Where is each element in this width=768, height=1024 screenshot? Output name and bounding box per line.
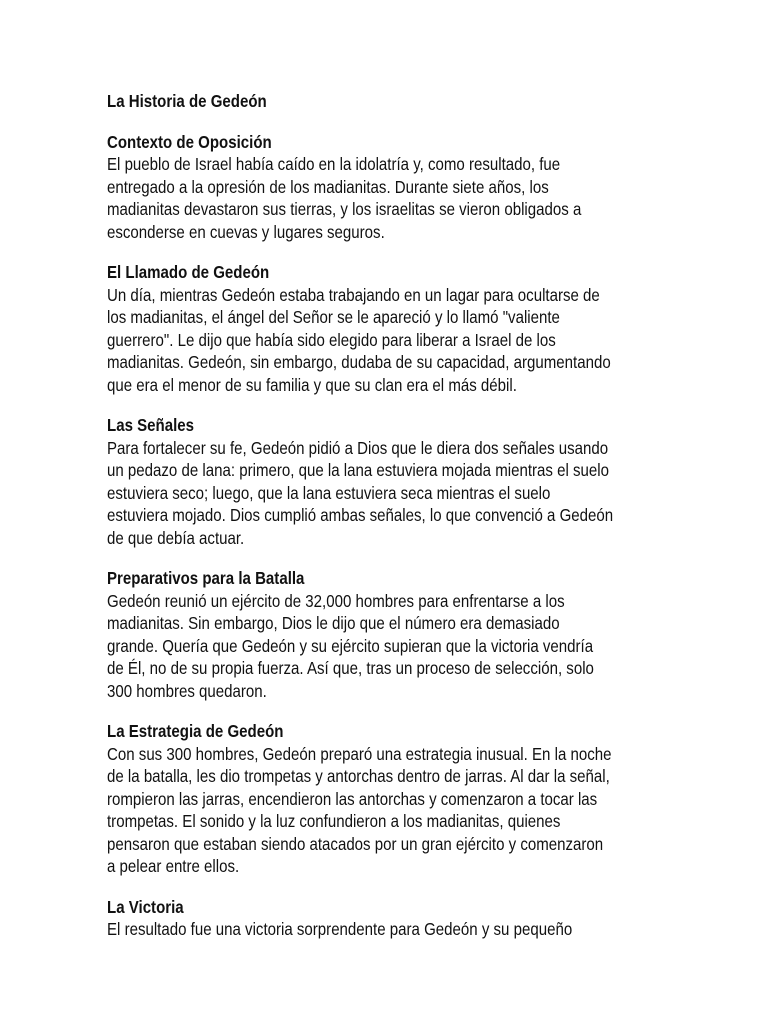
section-body [107, 153, 667, 243]
section-body [107, 590, 667, 703]
section-victoria [107, 896, 667, 941]
paragraph-line: a pelear entre ellos. [107, 856, 240, 876]
section-heading: El Llamado de Gedeón [107, 262, 270, 282]
paragraph-line: trompetas. El sonido y la luz confundieron a los madianitas, quienes [107, 811, 561, 831]
section-heading: Preparativos para la Batalla [107, 568, 305, 588]
paragraph-line: Gedeón reunió un ejército de 32,000 hombres para enfrentarse a los [107, 590, 565, 611]
section-heading: La Estrategia de Gedeón [107, 721, 284, 741]
paragraph-line: de la batalla, les dio trompetas y antorchas dentro de jarras. Al dar la señal, [107, 766, 610, 786]
paragraph-line: madianitas devastaron sus tierras, y los israelitas se vieron obligados a [107, 199, 582, 219]
paragraph-line: un pedazo de lana: primero, que la lana estuviera mojada mientras el suelo [107, 460, 609, 480]
paragraph-line: grande. Quería que Gedeón y su ejército supieran que la victoria vendría [107, 635, 594, 656]
paragraph-line: guerrero". Le dijo que había sido elegido para liberar a Israel de los [107, 329, 556, 350]
paragraph-line: El pueblo de Israel había caído en la idolatría y, como resultado, fue [107, 154, 561, 174]
paragraph-line: que era el menor de su familia y que su clan era el más débil. [107, 374, 517, 395]
section-senales [107, 414, 667, 549]
section-body [107, 284, 667, 397]
section-estrategia [107, 720, 667, 878]
paragraph-line: rompieron las jarras, encendieron las antorchas y comenzaron a tocar las [107, 788, 598, 809]
paragraph-line: Con sus 300 hombres, Gedeón preparó una estrategia inusual. En la noche [107, 743, 612, 764]
section-heading: La Victoria [107, 896, 184, 917]
paragraph-line: de que debía actuar. [107, 527, 245, 548]
paragraph-line: entregado a la opresión de los madianitas. Durante siete años, los [107, 176, 549, 197]
document-title: La Historia de Gedeón [107, 91, 267, 111]
paragraph-line: madianitas. Gedeón, sin embargo, dudaba de su capacidad, argumentando [107, 352, 611, 372]
paragraph-line: de Él, no de su propia fuerza. Así que, tras un proceso de selección, solo [107, 658, 594, 678]
section-heading: Contexto de Oposición [107, 131, 272, 152]
paragraph-line: 300 hombres quedaron. [107, 680, 267, 701]
section-heading: Las Señales [107, 415, 195, 435]
section-body [107, 437, 667, 550]
section-preparativos [107, 567, 667, 702]
section-body [107, 743, 667, 878]
paragraph-line: Un día, mientras Gedeón estaba trabajando en un lagar para ocultarse de [107, 284, 600, 305]
paragraph-line: madianitas. Sin embargo, Dios le dijo que el número era demasiado [107, 613, 560, 633]
section-contexto [107, 131, 667, 244]
paragraph-line: pensaron que estaban siendo atacados por un gran ejército y comenzaron [107, 833, 604, 854]
paragraph-line: estuviera mojado. Dios cumplió ambas señales, lo que convenció a Gedeón [107, 505, 614, 525]
section-llamado [107, 261, 667, 396]
paragraph-line: estuviera seco; luego, que la lana estuviera seca mientras el suelo [107, 482, 551, 503]
document-page [107, 90, 667, 959]
paragraph-line: los madianitas, el ángel del Señor se le apareció y lo llamó "valiente [107, 307, 560, 327]
paragraph-line: El resultado fue una victoria sorprendente para Gedeón y su pequeño [107, 919, 573, 939]
paragraph-line: Para fortalecer su fe, Gedeón pidió a Dios que le diera dos señales usando [107, 437, 609, 458]
paragraph-line: esconderse en cuevas y lugares seguros. [107, 221, 385, 242]
section-body [107, 918, 667, 941]
